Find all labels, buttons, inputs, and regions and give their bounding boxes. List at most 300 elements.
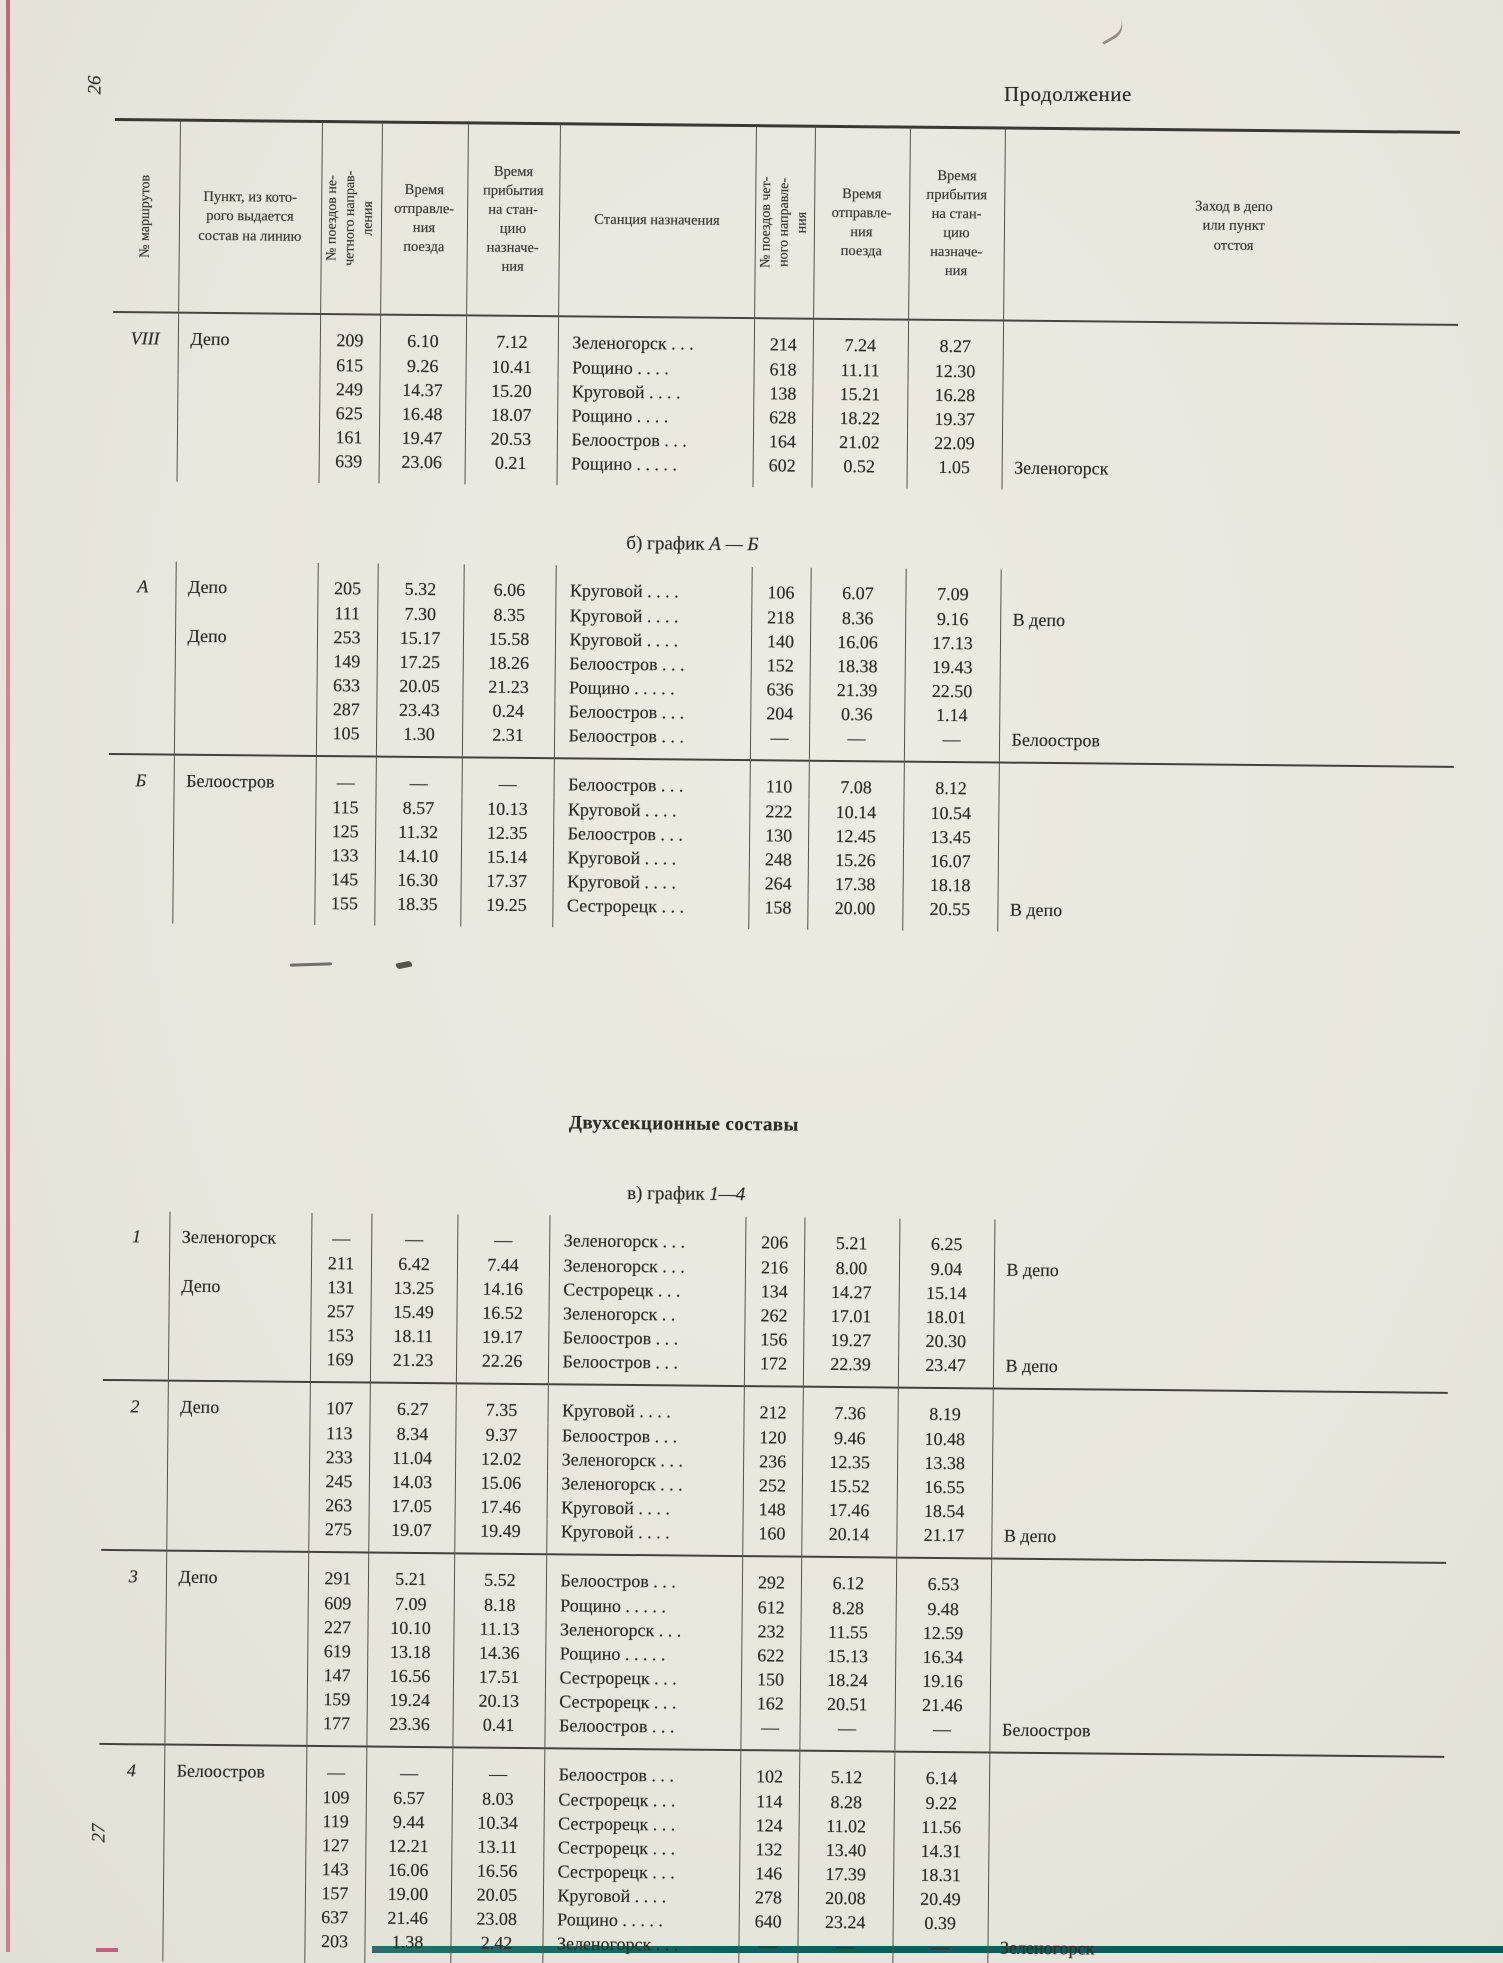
departure2-cell: 18.24 [800,1668,895,1693]
route-cell: 4 [97,1744,164,1962]
origin-cell [177,376,319,401]
odd-train-no-cell: 275 [308,1517,368,1553]
station-cell: Сестрорецк . . . [549,1277,745,1303]
arrival-cell: 5.52 [454,1553,546,1593]
odd-train-no-cell: 131 [311,1275,371,1300]
odd-train-no-cell: 153 [310,1323,370,1348]
odd-train-no-cell: 143 [305,1857,365,1882]
station-cell: Зеленогорск . . . [547,1447,743,1473]
departure-cell: 14.10 [375,844,461,869]
departure-cell: 6.42 [371,1252,457,1277]
even-train-no-cell: 218 [751,605,810,630]
departure2-cell: 0.52 [811,454,906,489]
station-cell: Белоостров . . . [547,1423,743,1449]
header-destination: Станция назначения [558,124,756,318]
station-cell: Круговой . . . . [557,379,753,405]
arrival-cell: 8.03 [452,1786,544,1811]
departure-cell: 17.05 [369,1493,455,1518]
origin-cell [175,600,317,625]
odd-train-no-cell: 233 [309,1445,369,1470]
departure2-cell: 15.13 [800,1644,895,1669]
section-heading-prefix: в) график [627,1182,710,1205]
origin-cell: Депо [175,624,317,649]
depot-cell: В депо [1003,1525,1057,1547]
even-train-no-cell: 636 [750,677,809,702]
station-cell: Рощино . . . . [558,355,754,381]
odd-train-no-cell: 205 [317,563,377,602]
origin-cell [164,1784,306,1809]
station-cell: Белоостров . . . [544,1748,740,1789]
arrival2-cell: 10.48 [897,1427,992,1452]
odd-train-no-cell: 133 [315,843,375,868]
continuation-label: Продолжение [1004,82,1132,106]
arrival2-cell: 7.09 [905,569,1000,608]
depot-cell: В депо [1012,609,1066,631]
even-train-no-cell: 214 [754,318,813,358]
departure2-cell: 22.39 [803,1352,898,1388]
departure-cell: 14.03 [369,1470,455,1495]
departure-cell: 16.56 [367,1663,453,1688]
departure2-cell: 18.38 [810,654,905,679]
origin-cell [168,1346,310,1382]
arrival2-cell: 22.09 [907,431,1002,456]
arrival2-cell: 10.54 [903,801,998,826]
departure-cell: 6.10 [380,315,466,355]
station-cell: Белоостров . . . [555,651,751,677]
arrival2-cell: 12.59 [895,1621,990,1646]
even-train-no-cell: 602 [752,453,811,488]
station-cell: Рощино . . . . [557,403,753,429]
origin-cell [177,448,319,483]
station-cell: Круговой . . . . [555,627,751,653]
arrival2-cell: 22.50 [904,679,999,704]
origin-cell [163,1832,305,1857]
arrival-cell: — [452,1747,544,1787]
odd-train-no-cell: 291 [308,1552,368,1592]
departure2-cell: 7.24 [813,319,908,359]
departure2-cell: 19.27 [803,1328,898,1353]
departure2-cell: 20.14 [801,1522,896,1558]
departure-cell: 8.57 [375,796,461,821]
departure-cell: 11.04 [369,1446,455,1471]
heading-row [111,481,1457,574]
departure-cell: 21.46 [365,1905,451,1930]
even-train-no-cell: 206 [745,1217,804,1256]
departure-cell: 14.37 [379,378,465,403]
station-cell: Белоостров . . . [554,758,750,799]
odd-train-no-cell: — [316,756,376,796]
even-train-no-cell: 134 [745,1279,804,1304]
departure-cell: 23.06 [379,450,465,485]
header-origin: Пункт, из кото- рого выдается состав на линию [178,120,322,314]
odd-train-no-cell: 119 [306,1809,366,1834]
even-train-no-cell: 156 [744,1327,803,1352]
departure-cell: 18.11 [370,1324,456,1349]
even-train-no-cell: 138 [753,381,812,406]
even-train-no-cell: 264 [749,871,808,896]
origin-cell [162,1928,304,1963]
arrival-cell: 15.14 [461,844,553,869]
arrival-cell: 6.06 [463,564,555,603]
even-train-no-cell: 106 [751,567,810,606]
even-train-no-cell: 140 [751,629,810,654]
route-cell: 2 [101,1380,168,1551]
even-train-no-cell: 120 [743,1425,802,1450]
station-cell: Круговой . . . . [547,1384,743,1425]
even-train-no-cell: 232 [741,1619,800,1644]
arrival-cell: 0.24 [462,698,554,723]
arrival2-cell: 8.27 [908,320,1003,360]
odd-train-no-cell: 209 [320,314,380,354]
even-train-no-cell: 114 [740,1789,799,1814]
arrival2-cell: 6.53 [896,1558,991,1598]
origin-cell: Депо [169,1274,311,1299]
departure-cell: 13.18 [367,1639,453,1664]
departure2-cell: 7.36 [802,1387,897,1427]
origin-cell: Зеленогорск [169,1212,311,1251]
odd-train-no-cell: 245 [309,1469,369,1494]
arrival2-cell: 1.05 [906,455,1001,490]
odd-train-no-cell: 211 [311,1251,371,1276]
origin-cell [174,696,316,721]
origin-cell [167,1444,309,1469]
departure-cell: 6.57 [366,1785,452,1810]
origin-cell [168,1298,310,1323]
odd-train-no-cell: 159 [307,1687,367,1712]
heading-row [105,1131,1451,1224]
route-cell: 1 [103,1211,170,1381]
even-train-no-cell: 612 [742,1595,801,1620]
station-cell: Круговой . . . . [553,797,749,823]
odd-train-no-cell: 615 [320,353,380,378]
odd-train-no-cell: — [306,1746,366,1786]
arrival-cell: 22.26 [456,1348,548,1384]
header-odd-train-no: № поездов не- четного направ- ления [320,121,382,314]
departure-cell: 10.10 [367,1615,453,1640]
arrival2-cell: 15.14 [899,1281,994,1306]
departure-cell: 19.07 [368,1517,454,1553]
arrival2-cell: 21.46 [895,1693,990,1718]
origin-cell [177,424,319,449]
arrival2-cell: 16.55 [897,1475,992,1500]
origin-cell [173,794,315,819]
route-cell: VIII [112,312,179,482]
odd-train-no-cell: 155 [314,891,374,926]
station-cell: Сестрорецк . . . [545,1689,741,1715]
depot-cell [994,1219,1449,1261]
departure2-cell: 12.45 [808,824,903,849]
station-cell: Белоостров . . . [544,1713,740,1750]
arrival-cell: 20.05 [451,1882,543,1907]
even-train-no-cell: 132 [739,1837,798,1862]
departure-cell: — [371,1214,457,1253]
depot-cell [991,1558,1446,1601]
arrival2-cell: 18.31 [893,1863,988,1888]
departure2-cell: 11.02 [799,1814,894,1839]
arrival-cell: — [462,757,554,797]
even-train-no-cell: 130 [749,823,808,848]
station-cell: Белоостров . . . [553,821,749,847]
origin-cell: Депо [175,562,317,601]
arrival-cell: 8.35 [463,602,555,627]
departure-cell: 9.44 [366,1809,452,1834]
route-cell: 3 [99,1550,166,1745]
origin-cell [178,352,320,377]
odd-train-no-cell: 169 [310,1347,370,1383]
arrival2-cell: 9.04 [899,1257,994,1282]
arrival-cell: 17.37 [461,868,553,893]
even-train-no-cell: 148 [743,1497,802,1522]
origin-cell [173,842,315,867]
origin-cell: Депо [178,313,320,353]
arrival-cell: 16.56 [451,1858,543,1883]
header-route-no: № маршрутов [113,119,180,312]
departure2-cell: 11.11 [813,358,908,383]
timetable-body [97,312,1458,1963]
departure2-cell: 0.36 [809,702,904,727]
even-train-no-cell: — [750,725,809,761]
arrival2-cell: 8.19 [897,1388,992,1428]
arrival2-cell: — [904,727,999,763]
departure-cell: 17.25 [377,650,463,675]
arrival2-cell: 17.13 [905,631,1000,656]
station-cell: Рощино . . . . . [545,1641,741,1667]
departure-cell: 15.17 [377,626,463,651]
odd-train-no-cell: 111 [317,601,377,626]
depot-cell: Зеленогорск [1014,457,1109,479]
arrival-cell: 7.35 [455,1383,547,1423]
arrival2-cell: 16.07 [903,849,998,874]
arrival-cell: 18.07 [465,402,557,427]
departure2-cell: 17.01 [803,1304,898,1329]
odd-train-no-cell: — [311,1213,371,1252]
departure-cell: 1.30 [376,722,462,758]
arrival2-cell: — [894,1717,989,1753]
departure2-cell: — [799,1716,894,1752]
even-train-no-cell: 618 [754,357,813,382]
even-train-no-cell: 164 [753,429,812,454]
arrival-cell: 10.13 [461,796,553,821]
odd-train-no-cell: 203 [304,1929,364,1963]
departure-cell: 23.43 [376,698,462,723]
arrival2-cell: 9.48 [896,1597,991,1622]
even-train-no-cell: 162 [741,1691,800,1716]
odd-train-no-cell: 125 [315,819,375,844]
even-train-no-cell: 278 [739,1885,798,1910]
departure2-cell: — [797,1934,892,1963]
departure2-cell: 6.12 [801,1557,896,1597]
odd-train-no-cell: 145 [315,867,375,892]
depot-cell: В депо [1006,1259,1059,1281]
odd-train-no-cell: 609 [308,1591,368,1616]
departure2-cell: 5.21 [804,1218,899,1257]
scan-edge-pink-strip [6,0,10,1952]
origin-cell [165,1638,307,1663]
even-train-no-cell: 262 [744,1303,803,1328]
departure2-cell: 20.00 [807,896,902,931]
arrival2-cell: 23.47 [898,1353,993,1389]
timetable [97,118,1460,1963]
depot-cell: Белоостров [1011,729,1101,751]
departure-cell: 9.26 [380,354,466,379]
arrival-cell: 7.12 [466,315,558,355]
departure-cell: 16.30 [375,868,461,893]
even-train-no-cell: 236 [743,1449,802,1474]
header-departure-odd: Время отправле- ния поезда [380,122,468,315]
arrival2-cell: 18.54 [897,1499,992,1524]
odd-train-no-cell: 619 [307,1639,367,1664]
origin-cell: Белоостров [174,755,316,795]
station-cell: Зеленогорск . . . [547,1471,743,1497]
departure-cell: 8.34 [369,1422,455,1447]
arrival-cell: 12.35 [461,820,553,845]
station-cell: Зеленогорск . . . [549,1215,745,1255]
station-cell: Зеленогорск . . . [542,1931,738,1963]
origin-cell [164,1710,306,1746]
origin-cell [166,1590,308,1615]
arrival-cell: 23.08 [451,1906,543,1931]
arrival-cell: 17.46 [455,1494,547,1519]
departure2-cell: 21.02 [812,430,907,455]
arrival-cell: 2.31 [462,722,554,758]
departure-cell: 16.06 [365,1857,451,1882]
origin-cell [164,1808,306,1833]
arrival2-cell: 16.34 [895,1645,990,1670]
even-train-no-cell: 204 [750,701,809,726]
even-train-no-cell: 160 [742,1521,801,1557]
odd-train-no-cell: 257 [310,1299,370,1324]
odd-train-no-cell: 157 [305,1881,365,1906]
even-train-no-cell: 102 [740,1750,799,1790]
even-train-no-cell: 150 [741,1667,800,1692]
station-cell: Рощино . . . . . [543,1907,739,1933]
odd-train-no-cell: 177 [306,1711,366,1747]
arrival-cell: 19.49 [454,1518,546,1554]
arrival-cell: 14.36 [453,1640,545,1665]
depot-cell [1003,321,1458,364]
station-cell: Рощино . . . . . [546,1593,742,1619]
origin-cell [172,890,314,925]
arrival-cell: 14.16 [457,1276,549,1301]
station-cell: Круговой . . . . [555,603,751,629]
departure-cell: 18.35 [374,892,460,927]
departure2-cell: 18.22 [812,406,907,431]
depot-cell [998,763,1453,806]
departure2-cell: 16.06 [810,630,905,655]
station-cell: Сестрорецк . . . [552,893,748,929]
departure-cell: 5.32 [377,564,463,603]
station-cell: Зеленогорск . . . [545,1617,741,1643]
station-cell: Белоостров . . . [548,1325,744,1351]
even-train-no-cell: 628 [753,405,812,430]
arrival-cell: 20.53 [465,426,557,451]
odd-train-no-cell: 147 [307,1663,367,1688]
even-train-no-cell: 146 [739,1861,798,1886]
station-cell: Белоостров . . . [554,723,750,760]
odd-train-no-cell: 115 [315,795,375,820]
arrival2-cell: 18.01 [898,1305,993,1330]
arrival2-cell: 14.31 [893,1839,988,1864]
arrival-cell: 10.34 [452,1810,544,1835]
odd-train-no-cell: 149 [317,649,377,674]
arrival-cell: 9.37 [455,1422,547,1447]
arrival-cell: 19.17 [456,1324,548,1349]
station-cell: Сестрорецк . . . [545,1665,741,1691]
even-train-no-cell: 222 [749,799,808,824]
even-train-no-cell: 124 [740,1813,799,1838]
arrival2-cell: 9.22 [894,1791,989,1816]
even-train-no-cell: 292 [742,1556,801,1596]
section-heading-prefix: б) график [626,532,710,555]
even-train-no-cell: 110 [749,760,808,800]
station-cell: Рощино . . . . . [554,675,750,701]
route-cell: А [109,561,176,755]
arrival-cell: 20.13 [453,1688,545,1713]
origin-cell [167,1492,309,1517]
arrival2-cell: 16.28 [907,383,1002,408]
odd-train-no-cell: 161 [319,425,379,450]
origin-cell [174,720,316,756]
origin-cell [175,648,317,673]
departure2-cell: 17.46 [802,1498,897,1523]
header-even-train-no: № поездов чет- ного направле- ния [754,126,815,319]
departure-cell: — [366,1746,452,1786]
departure-cell: 1.38 [364,1929,450,1963]
departure-cell: 21.23 [370,1348,456,1384]
depot-cell: Белоостров [1001,1719,1091,1741]
odd-train-no-cell: 105 [316,721,376,757]
even-train-no-cell: — [738,1933,797,1963]
station-cell: Круговой . . . . [555,565,751,605]
even-train-no-cell: 212 [743,1386,802,1426]
departure2-cell: 21.39 [809,678,904,703]
arrival2-cell: 6.14 [894,1752,989,1792]
arrival2-cell: 9.16 [905,607,1000,632]
timetable-content [97,118,1460,1963]
departure2-cell: 8.00 [804,1256,899,1281]
station-cell: Круговой . . . . [547,1495,743,1521]
arrival-cell: 16.52 [456,1300,548,1325]
arrival-cell: 7.44 [457,1252,549,1277]
departure2-cell: 7.08 [808,761,903,801]
departure-cell: 19.00 [365,1881,451,1906]
even-train-no-cell: 252 [743,1473,802,1498]
odd-train-no-cell: 109 [306,1785,366,1810]
section-title: Двухсекционные составы [568,1112,799,1136]
section-heading [111,481,1457,574]
station-cell: Сестрорецк . . . [543,1859,739,1885]
origin-cell [163,1880,305,1905]
depot-cell: В депо [1005,1355,1058,1377]
departure2-cell: 8.28 [801,1596,896,1621]
departure-cell: 15.49 [370,1300,456,1325]
departure-cell: 13.25 [371,1276,457,1301]
arrival2-cell: 19.37 [907,407,1002,432]
odd-train-no-cell: 107 [310,1382,370,1422]
page-number-bottom: 27 [88,1823,110,1843]
arrival-cell: 19.25 [460,892,552,927]
even-train-no-cell: 640 [739,1909,798,1934]
depot-cell: Зеленогорск [999,1937,1095,1959]
departure2-cell: 12.35 [802,1450,897,1475]
station-cell: Рощино . . . . . [556,451,752,487]
arrival-cell: 17.51 [453,1664,545,1689]
departure2-cell: 15.21 [812,382,907,407]
departure2-cell: — [809,726,904,762]
arrival2-cell: 12.30 [907,359,1002,384]
departure-cell: 11.32 [375,820,461,845]
origin-cell [177,400,319,425]
